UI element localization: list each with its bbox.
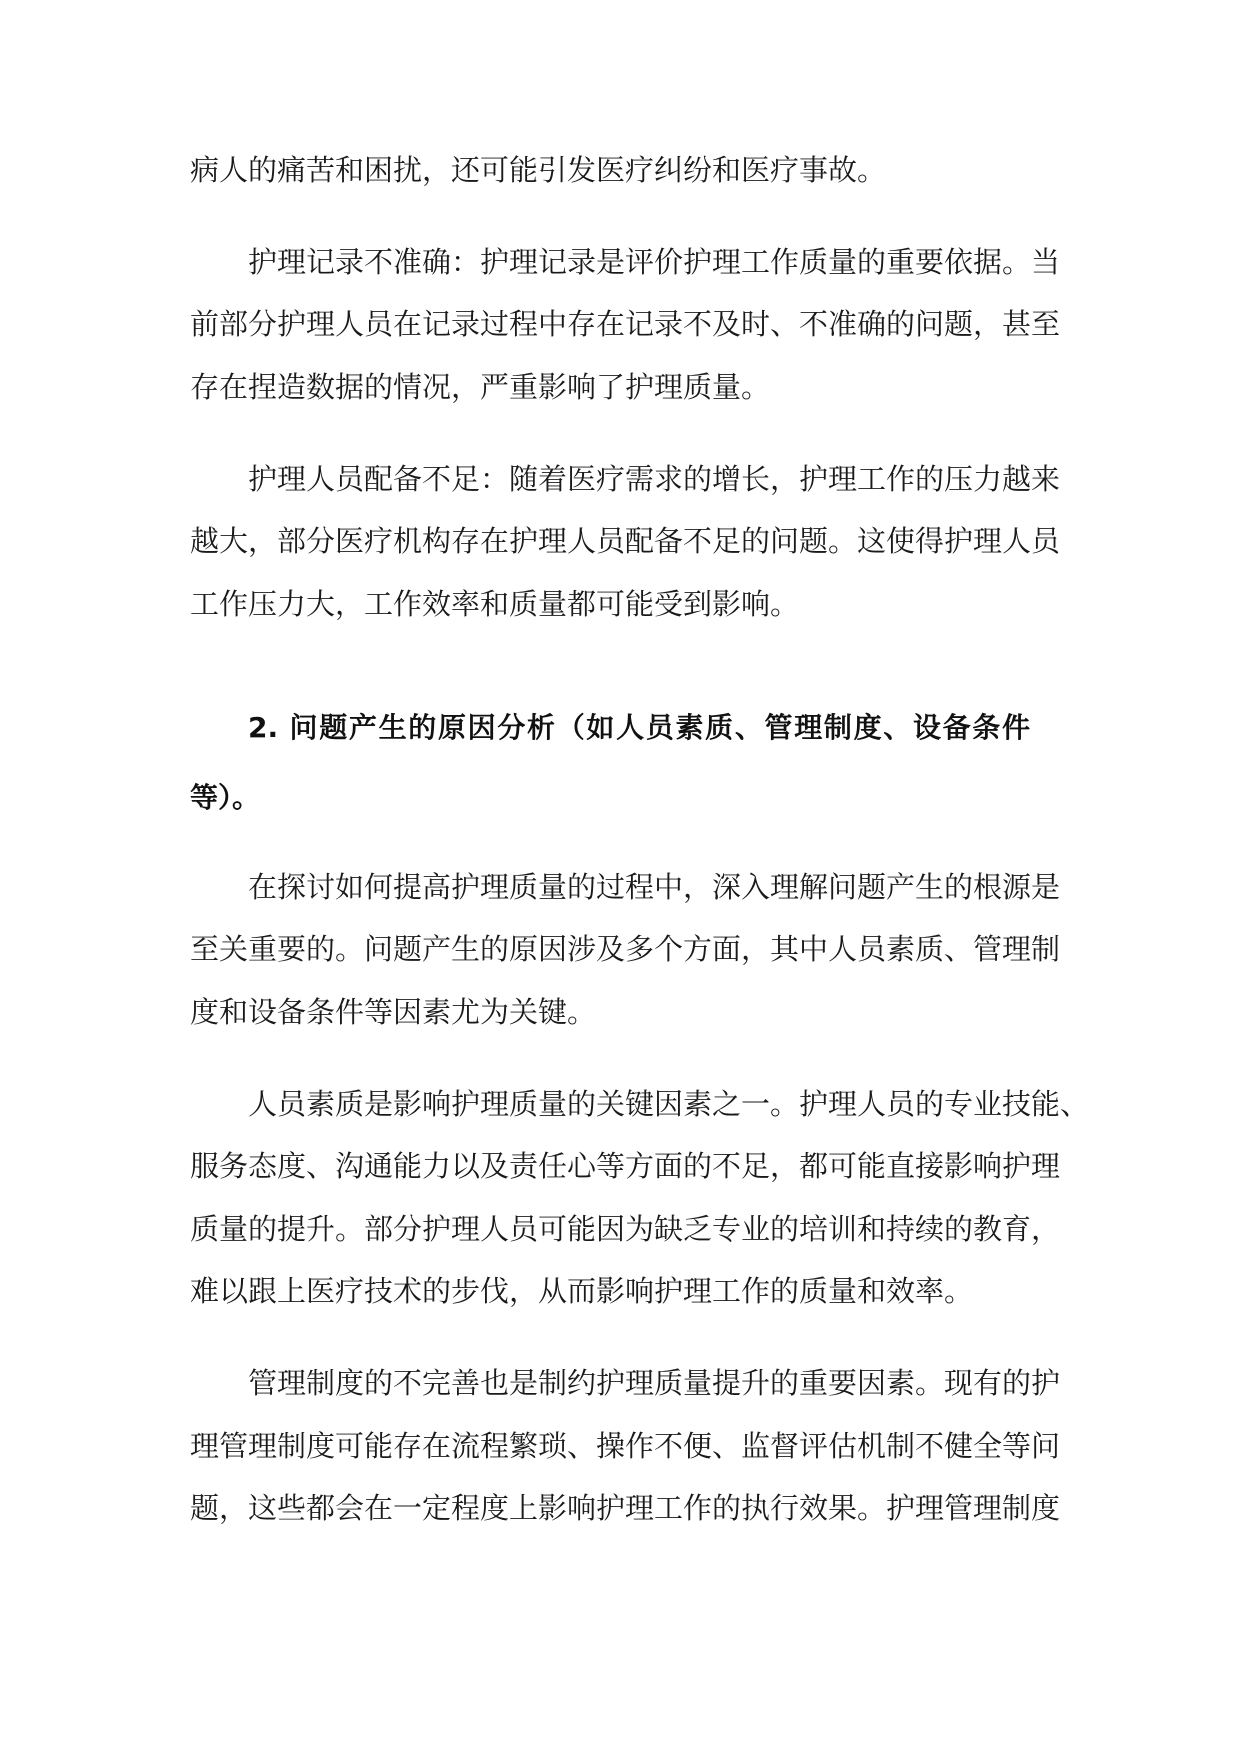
section-heading: 等）。 [190, 781, 261, 814]
paragraph-line: 护理记录不准确：护理记录是评价护理工作质量的重要依据。当 [248, 245, 1061, 279]
paragraph-line: 前部分护理人员在记录过程中存在记录不及时、不准确的问题，甚至 [190, 307, 1061, 341]
paragraph-line: 存在捏造数据的情况，严重影响了护理质量。 [190, 370, 771, 404]
section-heading: 2. 问题产生的原因分析（如人员素质、管理制度、设备条件 [248, 711, 1030, 744]
paragraph-line: 人员素质是影响护理质量的关键因素之一。护理人员的专业技能、 [248, 1087, 1090, 1121]
paragraph-line: 至关重要的。问题产生的原因涉及多个方面，其中人员素质、管理制 [190, 932, 1061, 966]
paragraph-line: 质量的提升。部分护理人员可能因为缺乏专业的培训和持续的教育， [190, 1212, 1061, 1246]
paragraph-line: 在探讨如何提高护理质量的过程中，深入理解问题产生的根源是 [248, 870, 1061, 904]
paragraph-line: 度和设备条件等因素尤为关键。 [190, 995, 597, 1029]
paragraph-line: 理管理制度可能存在流程繁琐、操作不便、监督评估机制不健全等问 [190, 1429, 1061, 1463]
paragraph-line: 越大，部分医疗机构存在护理人员配备不足的问题。这使得护理人员 [190, 524, 1061, 558]
paragraph-line: 工作压力大，工作效率和质量都可能受到影响。 [190, 587, 800, 621]
paragraph-line: 服务态度、沟通能力以及责任心等方面的不足，都可能直接影响护理 [190, 1149, 1061, 1183]
paragraph-line: 病人的痛苦和困扰，还可能引发医疗纠纷和医疗事故。 [190, 153, 887, 187]
paragraph-line: 难以跟上医疗技术的步伐，从而影响护理工作的质量和效率。 [190, 1274, 974, 1308]
paragraph-line: 管理制度的不完善也是制约护理质量提升的重要因素。现有的护 [248, 1366, 1061, 1400]
paragraph-line: 护理人员配备不足：随着医疗需求的增长，护理工作的压力越来 [248, 462, 1061, 496]
paragraph-line: 题，这些都会在一定程度上影响护理工作的执行效果。护理管理制度 [190, 1491, 1061, 1525]
